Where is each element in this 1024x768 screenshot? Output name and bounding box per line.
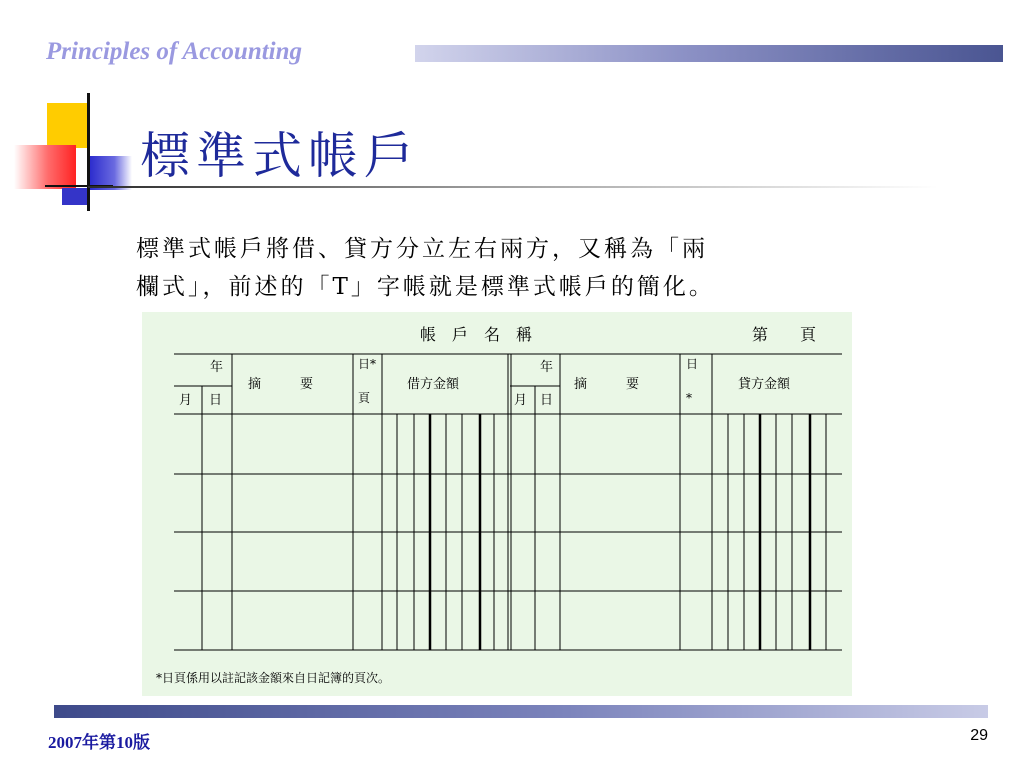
ledger-table: [142, 312, 852, 696]
yellow-square: [47, 103, 87, 148]
slide-title: 標準式帳戶: [140, 127, 420, 185]
left-journal-page-top: 日*: [358, 357, 377, 371]
page-label: 第 頁: [752, 325, 817, 344]
standard-account-form: [142, 312, 852, 696]
edition-label: 2007年第10版: [48, 733, 150, 752]
right-summary: 摘 要: [574, 377, 640, 392]
left-day: 日: [209, 393, 223, 408]
ledger-footnote: *日頁係用以註記該金額來自日記簿的頁次。: [156, 671, 391, 685]
right-journal-page-top: 日: [686, 357, 699, 371]
red-square: [14, 145, 76, 189]
page-number: 29: [970, 727, 988, 744]
blue-small-square: [62, 188, 88, 205]
header-bar: [415, 45, 1003, 62]
right-journal-page-bottom: *: [686, 391, 692, 405]
right-year: 年: [540, 360, 554, 375]
account-name-label: 帳 戶 名 稱: [420, 325, 533, 344]
right-amount: 貸方金額: [738, 377, 791, 392]
body-line-2: 欄式」，前述的「T」字帳就是標準式帳戶的簡化。: [136, 274, 715, 300]
left-month: 月: [179, 393, 193, 408]
vertical-line: [87, 93, 90, 211]
footer-bar: [54, 705, 988, 718]
left-amount: 借方金額: [407, 377, 460, 392]
ledger-grid: [174, 354, 842, 650]
course-title: Principles of Accounting: [46, 38, 303, 65]
slide-body: [136, 230, 896, 306]
right-month: 月: [514, 393, 528, 408]
left-journal-page-bottom: 頁: [358, 391, 371, 405]
left-year: 年: [210, 360, 224, 375]
body-line-1: 標準式帳戶將借、貸方分立左右兩方，又稱為「兩: [136, 236, 708, 262]
right-day: 日: [540, 393, 554, 408]
left-summary: 摘 要: [248, 377, 314, 392]
